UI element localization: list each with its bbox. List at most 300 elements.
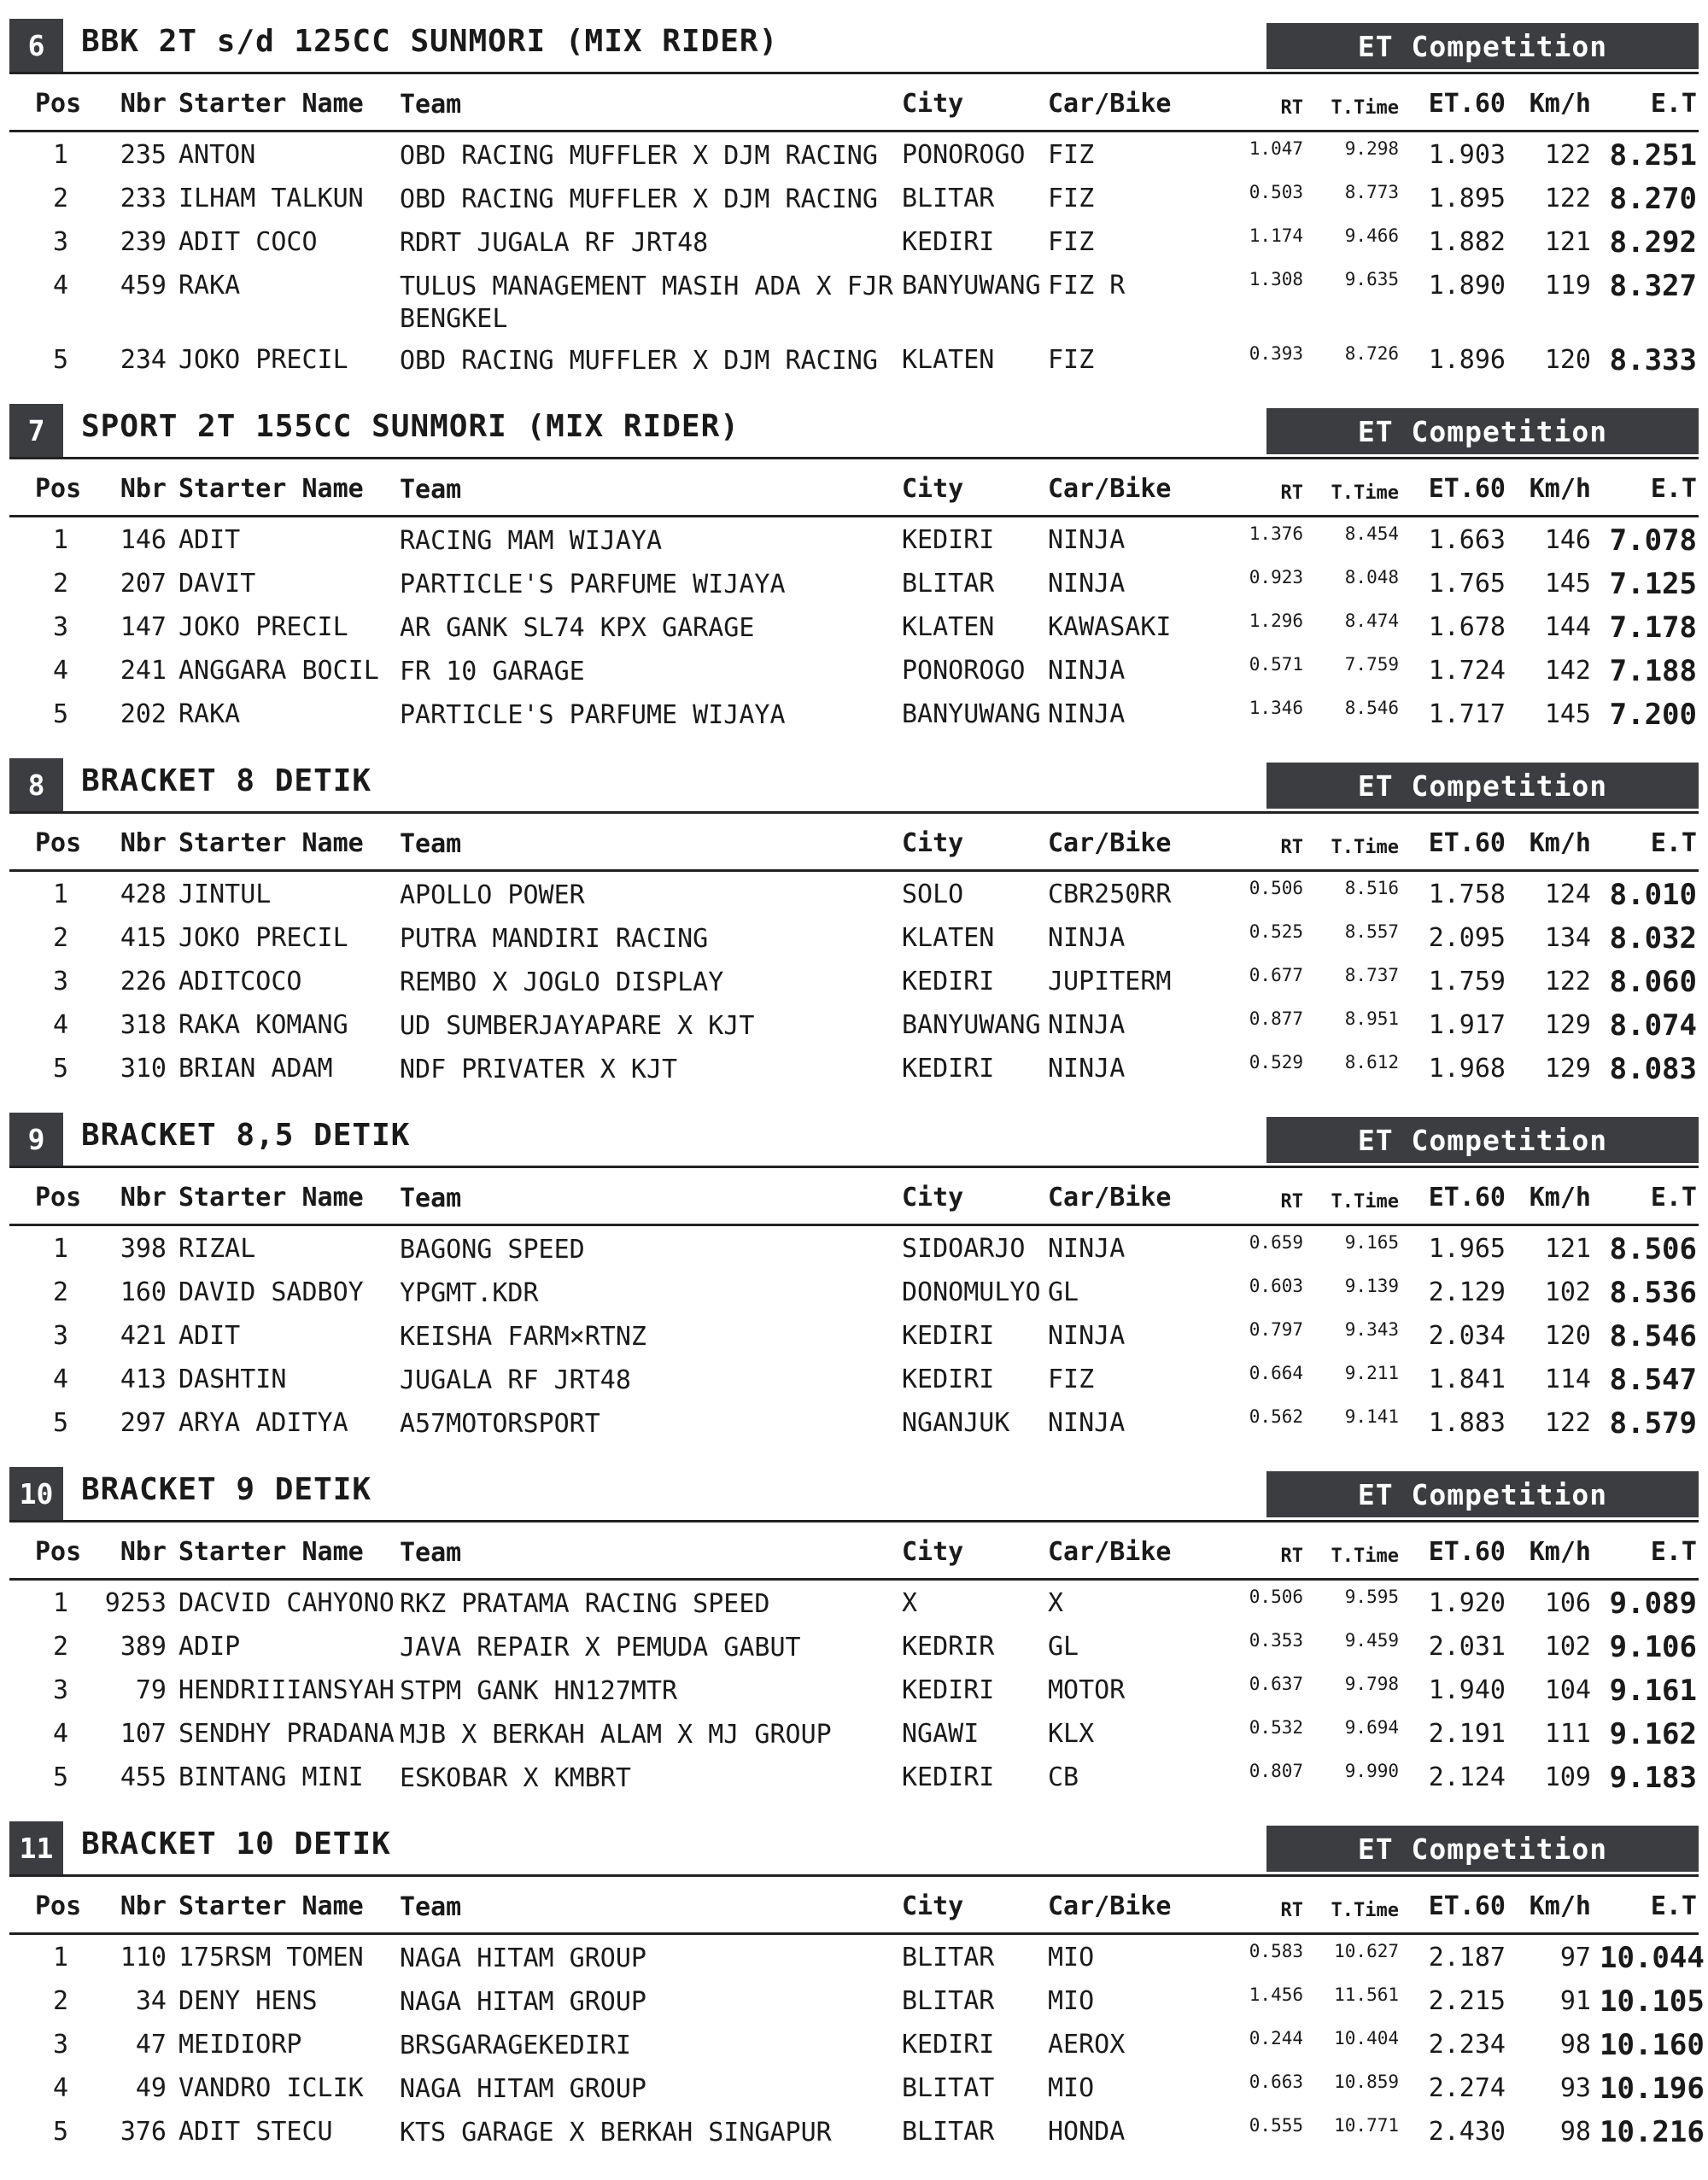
cell-nbr: 34 — [135, 1986, 167, 2016]
table-header — [9, 465, 1699, 515]
header-car-bike: Car/Bike — [1048, 474, 1172, 504]
cell-nbr: 398 — [120, 1234, 167, 1264]
cell-kmh: 120 — [1544, 1321, 1591, 1351]
cell-car-bike: GL — [1048, 1277, 1079, 1307]
cell-car-bike: HONDA — [1048, 2117, 1126, 2147]
cell-kmh: 144 — [1544, 612, 1591, 642]
header-pos: Pos — [35, 1183, 82, 1213]
header-divider — [9, 1578, 1699, 1581]
header-divider — [9, 515, 1699, 517]
cell-rt: 0.353 — [1249, 1630, 1303, 1651]
header-et: E.T — [1650, 1183, 1697, 1213]
table-row — [9, 649, 1699, 693]
cell-team: TULUS MANAGEMENT MASIH ADA X FJR BENGKEL — [400, 272, 893, 334]
cell-et: 8.547 — [1609, 1363, 1697, 1397]
cell-city: KLATEN — [902, 345, 995, 375]
cell-team: BAGONG SPEED — [400, 1235, 585, 1265]
class-section — [9, 404, 1699, 763]
cell-et: 7.200 — [1609, 698, 1697, 732]
cell-nbr: 49 — [135, 2073, 167, 2103]
cell-pos: 2 — [52, 184, 69, 213]
cell-pos: 1 — [52, 525, 69, 555]
cell-team: KEISHA FARM×RTNZ — [400, 1322, 646, 1352]
header-team: Team — [400, 475, 462, 505]
cell-rt: 0.923 — [1249, 567, 1303, 587]
cell-ttime: 8.951 — [1344, 1008, 1399, 1029]
header-kmh: Km/h — [1529, 1183, 1591, 1213]
cell-ttime: 8.773 — [1344, 182, 1399, 202]
cell-city: BLITAR — [902, 569, 995, 599]
header-kmh: Km/h — [1529, 1537, 1591, 1567]
cell-kmh: 129 — [1544, 1010, 1591, 1040]
cell-starter-name: HENDRIIIANSYAH — [178, 1675, 395, 1705]
cell-team: MJB X BERKAH ALAM X MJ GROUP — [400, 1720, 832, 1750]
cell-team: NAGA HITAM GROUP — [400, 2074, 646, 2104]
cell-et60: 1.758 — [1428, 880, 1506, 909]
header-car-bike: Car/Bike — [1048, 828, 1172, 858]
cell-city: PONOROGO — [902, 656, 1026, 686]
cell-car-bike: NINJA — [1048, 699, 1126, 729]
et-competition-badge: ET Competition — [1266, 763, 1699, 809]
cell-et: 8.270 — [1609, 182, 1697, 216]
header-pos: Pos — [35, 1537, 82, 1567]
cell-nbr: 110 — [120, 1943, 167, 1973]
cell-pos: 3 — [52, 2030, 69, 2060]
header-team: Team — [400, 1538, 462, 1568]
table-row — [9, 1358, 1699, 1401]
cell-city: KEDIRI — [902, 1675, 995, 1705]
header-ttime: T.Time — [1331, 1191, 1399, 1213]
cell-et: 8.074 — [1609, 1008, 1697, 1043]
cell-pos: 1 — [52, 880, 69, 909]
cell-rt: 0.506 — [1249, 878, 1303, 898]
cell-city: KLATEN — [902, 923, 995, 953]
cell-rt: 0.503 — [1249, 182, 1303, 202]
table-row — [9, 2066, 1705, 2110]
header-nbr: Nbr — [120, 828, 167, 858]
cell-team: NDF PRIVATER X KJT — [400, 1055, 678, 1084]
results-rows — [9, 1936, 1705, 2154]
cell-team: AR GANK SL74 KPX GARAGE — [400, 613, 755, 643]
results-rows — [9, 133, 1699, 382]
table-row — [9, 1271, 1699, 1314]
table-row — [9, 1756, 1699, 1799]
cell-et: 7.178 — [1609, 611, 1697, 645]
cell-ttime: 9.298 — [1344, 138, 1399, 159]
cell-et: 7.188 — [1609, 654, 1697, 688]
class-number: 8 — [9, 758, 63, 811]
cell-car-bike: NINJA — [1048, 569, 1126, 599]
header-rt: RT — [1280, 1900, 1303, 1921]
cell-car-bike: MIO — [1048, 1986, 1095, 2016]
cell-team: FR 10 GARAGE — [400, 657, 585, 687]
header-nbr: Nbr — [120, 1537, 167, 1567]
cell-starter-name: RAKA — [178, 271, 241, 301]
cell-kmh: 145 — [1544, 699, 1591, 729]
table-row — [9, 1581, 1699, 1625]
table-row — [9, 264, 1699, 338]
cell-car-bike: NINJA — [1048, 1234, 1126, 1264]
cell-city: BLITAR — [902, 184, 995, 213]
table-header — [9, 1174, 1699, 1224]
cell-nbr: 459 — [120, 271, 167, 301]
cell-kmh: 97 — [1559, 1943, 1591, 1973]
cell-team: JAVA REPAIR X PEMUDA GABUT — [400, 1633, 801, 1663]
cell-car-bike: NINJA — [1048, 923, 1126, 953]
cell-kmh: 134 — [1544, 923, 1591, 953]
cell-et: 7.125 — [1609, 567, 1697, 601]
cell-et: 10.216 — [1600, 2115, 1705, 2149]
section-title-row — [9, 404, 1699, 457]
cell-et60: 1.882 — [1428, 227, 1506, 257]
cell-et60: 1.917 — [1428, 1010, 1506, 1040]
cell-et60: 2.274 — [1428, 2073, 1506, 2103]
cell-ttime: 7.759 — [1344, 654, 1399, 675]
table-row — [9, 338, 1699, 382]
header-pos: Pos — [35, 1891, 82, 1921]
cell-kmh: 111 — [1544, 1719, 1591, 1749]
cell-ttime: 9.211 — [1344, 1363, 1399, 1383]
cell-rt: 0.529 — [1249, 1052, 1303, 1072]
cell-et60: 2.430 — [1428, 2117, 1506, 2147]
cell-rt: 0.583 — [1249, 1941, 1303, 1961]
cell-starter-name: MEIDIORP — [178, 2030, 302, 2060]
table-row — [9, 518, 1699, 562]
cell-team: KTS GARAGE X BERKAH SINGAPUR — [400, 2118, 832, 2148]
cell-nbr: 47 — [135, 2030, 167, 2060]
cell-car-bike: NINJA — [1048, 1010, 1126, 1040]
cell-ttime: 9.694 — [1344, 1717, 1399, 1738]
cell-nbr: 318 — [120, 1010, 167, 1040]
cell-ttime: 8.048 — [1344, 567, 1399, 587]
cell-kmh: 122 — [1544, 140, 1591, 170]
cell-et: 9.161 — [1609, 1674, 1697, 1708]
cell-kmh: 121 — [1544, 227, 1591, 257]
cell-rt: 0.562 — [1249, 1406, 1303, 1427]
cell-city: BLITAR — [902, 2117, 995, 2147]
cell-kmh: 120 — [1544, 345, 1591, 375]
table-row — [9, 562, 1699, 605]
header-city: City — [902, 1183, 964, 1213]
cell-rt: 0.244 — [1249, 2028, 1303, 2048]
cell-ttime: 9.990 — [1344, 1761, 1399, 1781]
cell-et: 8.032 — [1609, 921, 1697, 956]
cell-starter-name: BINTANG MINI — [178, 1762, 364, 1792]
header-divider — [9, 1224, 1699, 1226]
cell-ttime: 9.459 — [1344, 1630, 1399, 1651]
cell-et60: 1.663 — [1428, 525, 1506, 555]
cell-et: 8.536 — [1609, 1276, 1697, 1310]
cell-kmh: 142 — [1544, 656, 1591, 686]
cell-car-bike: FIZ — [1048, 184, 1095, 213]
table-row — [9, 1047, 1699, 1090]
cell-car-bike: KAWASAKI — [1048, 612, 1172, 642]
cell-rt: 1.174 — [1249, 225, 1303, 246]
header-rt: RT — [1280, 482, 1303, 504]
table-row — [9, 960, 1699, 1003]
cell-rt: 1.296 — [1249, 611, 1303, 631]
table-row — [9, 916, 1699, 960]
header-rt: RT — [1280, 97, 1303, 119]
cell-et: 10.196 — [1600, 2072, 1705, 2106]
title-divider — [9, 72, 1699, 74]
table-row — [9, 2023, 1705, 2066]
title-divider — [9, 1166, 1699, 1168]
cell-pos: 2 — [52, 1632, 69, 1662]
cell-et60: 2.031 — [1428, 1632, 1506, 1662]
cell-et60: 1.895 — [1428, 184, 1506, 213]
cell-et60: 2.187 — [1428, 1943, 1506, 1973]
cell-city: SIDOARJO — [902, 1234, 1026, 1264]
cell-rt: 0.393 — [1249, 343, 1303, 364]
et-competition-badge: ET Competition — [1266, 408, 1699, 454]
header-starter-name: Starter Name — [178, 828, 364, 858]
cell-rt: 0.603 — [1249, 1276, 1303, 1296]
header-kmh: Km/h — [1529, 828, 1591, 858]
cell-rt: 0.506 — [1249, 1587, 1303, 1607]
cell-kmh: 98 — [1559, 2117, 1591, 2147]
cell-ttime: 9.798 — [1344, 1674, 1399, 1694]
cell-et60: 1.765 — [1428, 569, 1506, 599]
cell-rt: 1.456 — [1249, 1984, 1303, 2005]
cell-starter-name: ANGGARA BOCIL — [178, 656, 379, 686]
cell-nbr: 160 — [120, 1277, 167, 1307]
cell-ttime: 9.595 — [1344, 1587, 1399, 1607]
cell-ttime: 9.165 — [1344, 1232, 1399, 1253]
cell-kmh: 102 — [1544, 1632, 1591, 1662]
table-row — [9, 1712, 1699, 1756]
class-title: BRACKET 8,5 DETIK — [81, 1118, 411, 1153]
cell-pos: 3 — [52, 1675, 69, 1705]
cell-et60: 1.968 — [1428, 1054, 1506, 1084]
cell-team: YPGMT.KDR — [400, 1278, 539, 1308]
cell-ttime: 9.343 — [1344, 1319, 1399, 1340]
class-title: BBK 2T s/d 125CC SUNMORI (MIX RIDER) — [81, 24, 779, 59]
cell-nbr: 389 — [120, 1632, 167, 1662]
header-city: City — [902, 1537, 964, 1567]
header-starter-name: Starter Name — [178, 474, 364, 504]
cell-kmh: 98 — [1559, 2030, 1591, 2060]
table-header — [9, 1883, 1699, 1932]
cell-city: DONOMULYO — [902, 1277, 1041, 1307]
cell-kmh: 146 — [1544, 525, 1591, 555]
header-starter-name: Starter Name — [178, 1183, 364, 1213]
cell-car-bike: AEROX — [1048, 2030, 1126, 2060]
cell-city: KEDIRI — [902, 2030, 995, 2060]
header-kmh: Km/h — [1529, 1891, 1591, 1921]
cell-ttime: 9.635 — [1344, 269, 1399, 289]
cell-et60: 1.678 — [1428, 612, 1506, 642]
cell-car-bike: NINJA — [1048, 1321, 1126, 1351]
cell-et: 9.162 — [1609, 1717, 1697, 1751]
table-header — [9, 1528, 1699, 1578]
cell-et60: 1.920 — [1428, 1588, 1506, 1618]
cell-car-bike: FIZ — [1048, 1365, 1095, 1394]
cell-et60: 1.896 — [1428, 345, 1506, 375]
cell-team: RDRT JUGALA RF JRT48 — [400, 228, 709, 258]
cell-ttime: 8.612 — [1344, 1052, 1399, 1072]
cell-ttime: 8.726 — [1344, 343, 1399, 364]
cell-nbr: 413 — [120, 1365, 167, 1394]
cell-nbr: 235 — [120, 140, 167, 170]
cell-et60: 2.124 — [1428, 1762, 1506, 1792]
cell-car-bike: FIZ — [1048, 140, 1095, 170]
cell-nbr: 376 — [120, 2117, 167, 2147]
cell-ttime: 8.516 — [1344, 878, 1399, 898]
header-nbr: Nbr — [120, 1183, 167, 1213]
cell-kmh: 109 — [1544, 1762, 1591, 1792]
header-et60: ET.60 — [1428, 1891, 1506, 1921]
cell-et60: 1.903 — [1428, 140, 1506, 170]
cell-car-bike: CBR250RR — [1048, 880, 1172, 909]
section-title-row — [9, 1113, 1699, 1166]
cell-kmh: 122 — [1544, 184, 1591, 213]
cell-kmh: 119 — [1544, 271, 1591, 301]
cell-city: KEDIRI — [902, 525, 995, 555]
header-team: Team — [400, 1892, 462, 1922]
cell-pos: 4 — [52, 271, 69, 301]
cell-starter-name: DENY HENS — [178, 1986, 318, 2016]
cell-city: KEDIRI — [902, 967, 995, 996]
class-number: 7 — [9, 404, 63, 457]
header-divider — [9, 130, 1699, 132]
table-row — [9, 1979, 1705, 2023]
class-number: 9 — [9, 1113, 63, 1166]
cell-kmh: 114 — [1544, 1365, 1591, 1394]
header-kmh: Km/h — [1529, 89, 1591, 119]
section-title-row — [9, 1821, 1699, 1874]
cell-ttime: 8.737 — [1344, 965, 1399, 985]
cell-nbr: 239 — [120, 227, 167, 257]
cell-team: REMBO X JOGLO DISPLAY — [400, 967, 724, 997]
header-ttime: T.Time — [1331, 97, 1399, 119]
table-row — [9, 220, 1699, 264]
table-row — [9, 1314, 1699, 1358]
cell-pos: 5 — [52, 699, 69, 729]
cell-nbr: 207 — [120, 569, 167, 599]
cell-nbr: 147 — [120, 612, 167, 642]
cell-starter-name: JOKO PRECIL — [178, 612, 348, 642]
cell-car-bike: MIO — [1048, 1943, 1095, 1973]
table-row — [9, 1936, 1705, 1979]
header-city: City — [902, 474, 964, 504]
class-section — [9, 19, 1699, 377]
header-et: E.T — [1650, 89, 1697, 119]
header-et: E.T — [1650, 1891, 1697, 1921]
header-car-bike: Car/Bike — [1048, 1537, 1172, 1567]
header-car-bike: Car/Bike — [1048, 89, 1172, 119]
class-section — [9, 1821, 1705, 2180]
cell-ttime: 10.627 — [1334, 1941, 1399, 1961]
cell-pos: 1 — [52, 140, 69, 170]
header-et60: ET.60 — [1428, 1183, 1506, 1213]
cell-kmh: 145 — [1544, 569, 1591, 599]
cell-pos: 3 — [52, 227, 69, 257]
cell-rt: 0.637 — [1249, 1674, 1303, 1694]
cell-team: OBD RACING MUFFLER X DJM RACING — [400, 184, 878, 214]
header-pos: Pos — [35, 89, 82, 119]
cell-ttime: 9.141 — [1344, 1406, 1399, 1427]
cell-nbr: 107 — [120, 1719, 167, 1749]
cell-rt: 0.677 — [1249, 965, 1303, 985]
header-pos: Pos — [35, 474, 82, 504]
et-competition-badge: ET Competition — [1266, 1117, 1699, 1163]
cell-nbr: 415 — [120, 923, 167, 953]
cell-kmh: 129 — [1544, 1054, 1591, 1084]
cell-pos: 4 — [52, 2073, 69, 2103]
table-row — [9, 1669, 1699, 1712]
cell-team: NAGA HITAM GROUP — [400, 1943, 646, 1973]
header-ttime: T.Time — [1331, 482, 1399, 504]
cell-pos: 1 — [52, 1943, 69, 1973]
cell-et60: 1.890 — [1428, 271, 1506, 301]
cell-starter-name: ADIT — [178, 525, 241, 555]
cell-starter-name: JOKO PRECIL — [178, 923, 348, 953]
cell-ttime: 8.454 — [1344, 523, 1399, 544]
cell-kmh: 122 — [1544, 1408, 1591, 1438]
cell-ttime: 11.561 — [1334, 1984, 1399, 2005]
cell-pos: 3 — [52, 1321, 69, 1351]
cell-nbr: 202 — [120, 699, 167, 729]
table-row — [9, 133, 1699, 177]
cell-car-bike: JUPITERM — [1048, 967, 1172, 996]
cell-et60: 2.129 — [1428, 1277, 1506, 1307]
cell-et: 8.292 — [1609, 225, 1697, 260]
results-rows — [9, 1581, 1699, 1799]
header-city: City — [902, 1891, 964, 1921]
cell-ttime: 10.859 — [1334, 2072, 1399, 2092]
cell-pos: 3 — [52, 967, 69, 996]
header-nbr: Nbr — [120, 474, 167, 504]
header-nbr: Nbr — [120, 89, 167, 119]
cell-ttime: 8.546 — [1344, 698, 1399, 718]
cell-et: 10.160 — [1600, 2028, 1705, 2062]
cell-nbr: 9253 — [104, 1588, 167, 1618]
cell-starter-name: ANTON — [178, 140, 256, 170]
cell-et: 9.089 — [1609, 1587, 1697, 1621]
header-et: E.T — [1650, 828, 1697, 858]
cell-rt: 0.807 — [1249, 1761, 1303, 1781]
cell-pos: 3 — [52, 612, 69, 642]
cell-starter-name: RAKA KOMANG — [178, 1010, 348, 1040]
title-divider — [9, 1874, 1699, 1877]
table-row — [9, 2110, 1705, 2154]
cell-starter-name: 175RSM TOMEN — [178, 1943, 364, 1973]
cell-team: A57MOTORSPORT — [400, 1409, 600, 1439]
header-car-bike: Car/Bike — [1048, 1183, 1172, 1213]
cell-team: BRSGARAGEKEDIRI — [400, 2031, 631, 2060]
cell-ttime: 9.466 — [1344, 225, 1399, 246]
cell-car-bike: FIZ — [1048, 227, 1095, 257]
cell-et: 8.333 — [1609, 343, 1697, 377]
cell-et: 9.106 — [1609, 1630, 1697, 1664]
cell-team: NAGA HITAM GROUP — [400, 1987, 646, 2017]
class-section — [9, 1113, 1699, 1471]
cell-rt: 0.877 — [1249, 1008, 1303, 1029]
cell-rt: 1.047 — [1249, 138, 1303, 159]
cell-rt: 1.376 — [1249, 523, 1303, 544]
et-competition-badge: ET Competition — [1266, 23, 1699, 69]
cell-pos: 5 — [52, 345, 69, 375]
cell-team: OBD RACING MUFFLER X DJM RACING — [400, 141, 878, 171]
cell-team: PUTRA MANDIRI RACING — [400, 924, 709, 954]
cell-city: KEDIRI — [902, 1365, 995, 1394]
cell-car-bike: MOTOR — [1048, 1675, 1126, 1705]
cell-pos: 5 — [52, 1408, 69, 1438]
header-team: Team — [400, 1184, 462, 1213]
cell-pos: 5 — [52, 1762, 69, 1792]
header-et60: ET.60 — [1428, 474, 1506, 504]
